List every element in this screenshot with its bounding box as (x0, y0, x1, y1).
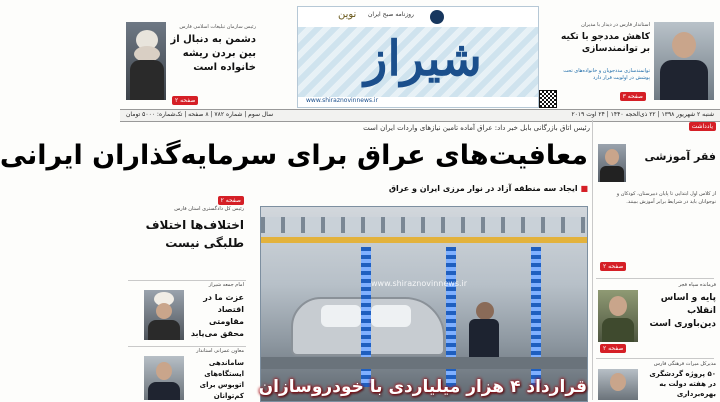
column-left (124, 196, 248, 400)
column-right-item-page-tag[interactable]: صفحه ۲ (600, 344, 626, 353)
subhead-bullet-icon: ■ (580, 184, 588, 193)
left-teaser-page-tag[interactable]: صفحه ۲ (172, 96, 198, 105)
column-right-item[interactable] (596, 361, 716, 400)
factory-photo (258, 207, 587, 401)
column-left-item-label: امام جمعه شیراز (208, 282, 244, 288)
right-teaser-page-tag[interactable]: صفحه ۳ (620, 92, 646, 101)
date-line: شنبه ۲ شهریور ۱۳۹۸ | ۲۲ ذی‌الحجه ۱۴۴۰ | ۲۴ اوت ۲۰۱۹ (571, 111, 714, 118)
column-left-item-label: رئیس کل دادگستری استان فارس (174, 206, 244, 212)
photo-caption[interactable]: قرارداد ۴ هزار میلیاردی با خودروسازان (258, 377, 587, 397)
column-right-divider (592, 120, 593, 400)
column-left-separator (128, 346, 246, 347)
left-teaser-label: رئیس سازمان تبلیغات اسلامی فارس (179, 24, 256, 30)
lead-headline[interactable]: معافیت‌های عراق برای سرمایه‌گذاران ایرانی (0, 140, 588, 171)
lead-kicker: رئیس اتاق بازرگانی بابل خبر داد: عراق آماده تامین نیازهای واردات ایران است (363, 124, 590, 132)
column-right-item-body: از کلاس اول ابتدایی تا پایان دبیرستان، کودکان و نوجوانان باید در شرایط برابر آموزش ببینند. (616, 191, 716, 205)
column-right-item-label: یادداشت (689, 122, 716, 131)
masthead-logo[interactable] (297, 6, 539, 108)
left-teaser-headline: دشمن به دنبال از بین بردن ریشه خانواده است (170, 34, 256, 73)
column-right-item-headline: فقر آموزشی (644, 150, 716, 163)
lead-subhead (270, 184, 588, 193)
lead-subhead-text: ایجاد سه منطقه آزاد در نوار مرزی ایران و عراق (388, 184, 578, 193)
column-left-item-headline: ساماندهی ایستگاه‌های اتوبوس برای کم‌توانان (199, 359, 244, 400)
masthead-emblem-icon (430, 10, 444, 24)
column-right-separator (596, 278, 714, 279)
column-right-item[interactable] (596, 122, 716, 274)
left-teaser[interactable] (126, 22, 256, 107)
column-right-item-label: مدیرکل میراث فرهنگی فارس (653, 361, 716, 367)
column-right-item-photo (598, 290, 638, 342)
masthead-logo-text: شیراز (364, 31, 482, 87)
column-left-item[interactable] (124, 196, 248, 280)
column-right-item[interactable] (596, 282, 716, 356)
right-teaser-body: توانمندسازی مددجویان و خانواده‌های تحت پوشش در اولویت قرار دارد (563, 68, 650, 81)
column-left-item-headline: عزت ما در اقتصاد مقاومتی محقق می‌یابد (190, 293, 244, 338)
column-right-separator (596, 358, 714, 359)
column-right (592, 120, 716, 400)
photo-website: www.shiraznovinnews.ir (371, 279, 468, 288)
masthead-sub-logo: نوین (338, 9, 357, 20)
column-left-item[interactable] (124, 282, 248, 344)
column-right-item-headline: پایه و اساس انقلاب دین‌باوری است (649, 293, 716, 329)
column-left-item-headline: اختلاف‌ها اختلاف طلبگی نیست (145, 218, 244, 250)
column-right-item-photo (598, 144, 626, 182)
right-teaser-headline: کاهش مددجو با تکیه بر توانمندسازی (561, 32, 650, 54)
masthead-tagline: روزنامه صبح ایران (368, 11, 414, 18)
qr-code-icon[interactable] (539, 90, 557, 108)
issue-line: سال سوم | شماره ۷۸۲ | ۸ صفحه | تک‌شماره: ۵۰۰۰ تومان (126, 111, 274, 118)
left-teaser-photo (126, 22, 166, 100)
photo-story[interactable] (260, 206, 588, 402)
column-left-item-tag[interactable]: صفحه ۲ (218, 196, 244, 205)
right-teaser-photo (654, 22, 714, 100)
column-left-separator (128, 280, 246, 281)
right-teaser[interactable] (558, 22, 714, 107)
right-teaser-label: استاندار فارس در دیدار با مدیران (581, 22, 650, 28)
column-left-item-photo (144, 356, 184, 400)
column-right-item-page-tag[interactable]: صفحه ۲ (600, 262, 626, 271)
column-left-item[interactable] (124, 348, 248, 400)
column-right-item-label: فرمانده سپاه فجر (678, 282, 716, 288)
column-left-item-label: معاون عمرانی استاندار (196, 348, 244, 354)
column-left-item-photo (144, 290, 184, 340)
column-right-item-headline: ۵۰ پروژه گردشگری در هفته دولت به بهره‌برداری (649, 370, 716, 398)
column-right-item-photo (598, 369, 638, 400)
masthead-website[interactable]: www.shiraznovinnews.ir (306, 97, 379, 104)
